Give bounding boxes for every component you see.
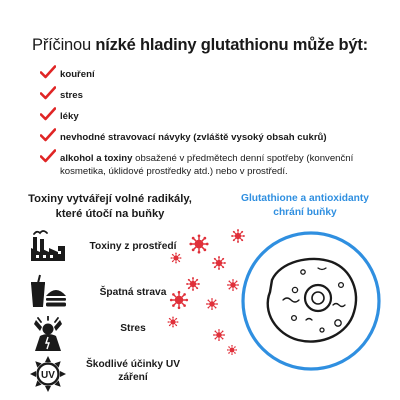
protection-heading: Glutathione a antioxidanty chrání buňky (241, 193, 369, 218)
title-normal: Příčinou (32, 36, 96, 54)
antioxidant-shield-ring (243, 233, 379, 369)
reason-text: alkohol a toxiny obsažené v předmětech denní spotřeby (konvenční kosmetika, úklidové prostředky atd.) nebo v prostředí. (60, 153, 354, 177)
reason-text: stres (60, 90, 83, 101)
title-bold: nízké hladiny glutathionu může být: (95, 36, 368, 54)
factor-label: Toxiny z prostředí (89, 241, 177, 252)
uv-badge-text: UV (41, 370, 55, 381)
factor-label: Špatná strava (99, 287, 167, 298)
reason-text: léky (60, 111, 79, 122)
factor-label: Škodlivé účinky UV záření (86, 359, 180, 383)
cell-icon (268, 259, 356, 342)
reason-text: kouření (60, 69, 95, 80)
toxins-heading: Toxiny vytvářejí volné radikály, které útočí na buňky (28, 193, 192, 220)
reason-text: nevhodné stravovací návyky (zvláště vysoký obsah cukrů) (60, 132, 327, 143)
factor-label: Stres (120, 323, 146, 334)
